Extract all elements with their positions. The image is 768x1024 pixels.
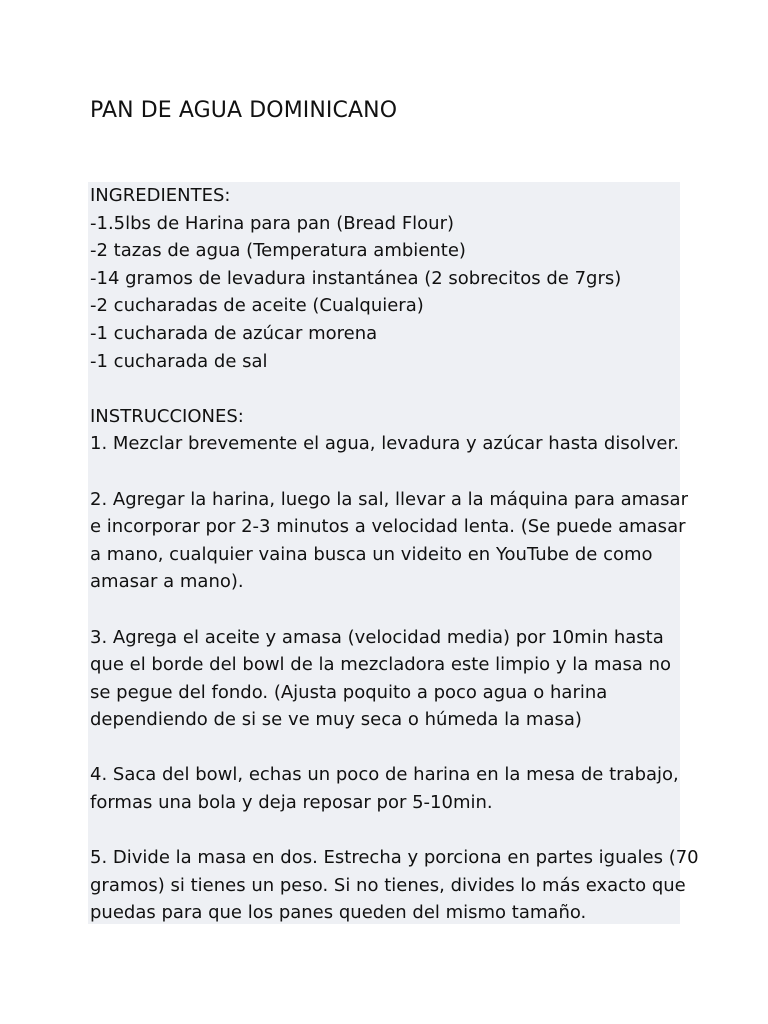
recipe-body	[88, 182, 699, 924]
instruction-step-2-line: e incorporar por 2-3 minutos a velocidad lenta. (Se puede amasar	[90, 516, 686, 538]
ingredient-item: -2 tazas de agua (Temperatura ambiente)	[90, 240, 466, 262]
ingredient-item: -1.5lbs de Harina para pan (Bread Flour)	[90, 212, 455, 234]
paragraph-spacer	[90, 596, 680, 624]
paragraph-spacer	[90, 458, 680, 486]
ingredient-item: -14 gramos de levadura instantánea (2 sobrecitos de 7grs)	[90, 267, 622, 289]
instructions-heading: INSTRUCCIONES:	[90, 405, 244, 427]
paragraph-spacer	[90, 734, 680, 762]
paragraph-spacer	[90, 375, 680, 403]
ingredient-item: -1 cucharada de azúcar morena	[90, 322, 378, 344]
paragraph-spacer	[90, 817, 680, 845]
instruction-step-3-line: se pegue del fondo. (Ajusta poquito a poco agua o harina	[90, 681, 608, 703]
instruction-step-2-line: amasar a mano).	[90, 571, 244, 593]
instruction-step-5-line: gramos) si tienes un peso. Si no tienes, divides lo más exacto que	[90, 874, 686, 896]
instruction-step-4-line: 4. Saca del bowl, echas un poco de harina en la mesa de trabajo,	[90, 764, 679, 786]
ingredient-item: -2 cucharadas de aceite (Cualquiera)	[90, 295, 424, 317]
instruction-step-2-line: a mano, cualquier vaina busca un videito en YouTube de como	[90, 543, 653, 565]
ingredients-heading: INGREDIENTES:	[90, 185, 231, 206]
instruction-step-3-line: dependiendo de si se ve muy seca o húmeda la masa)	[90, 709, 582, 731]
ingredient-item: -1 cucharada de sal	[90, 350, 268, 372]
instruction-step-3-line: que el borde del bowl de la mezcladora este limpio y la masa no	[90, 654, 672, 676]
page-title: PAN DE AGUA DOMINICANO	[90, 98, 398, 123]
instruction-step-5-line: puedas para que los panes queden del mismo tamaño.	[90, 902, 587, 924]
instruction-step-4-line: formas una bola y deja reposar por 5-10min.	[90, 792, 493, 814]
instruction-step-1-line: 1. Mezclar brevemente el agua, levadura y azúcar hasta disolver.	[90, 433, 679, 455]
instruction-step-2-line: 2. Agregar la harina, luego la sal, llevar a la máquina para amasar	[90, 488, 688, 510]
recipe-text	[90, 182, 699, 927]
instruction-step-5-line: 5. Divide la masa en dos. Estrecha y porciona en partes iguales (70	[90, 847, 699, 869]
instruction-step-3-line: 3. Agrega el aceite y amasa (velocidad media) por 10min hasta	[90, 626, 664, 648]
